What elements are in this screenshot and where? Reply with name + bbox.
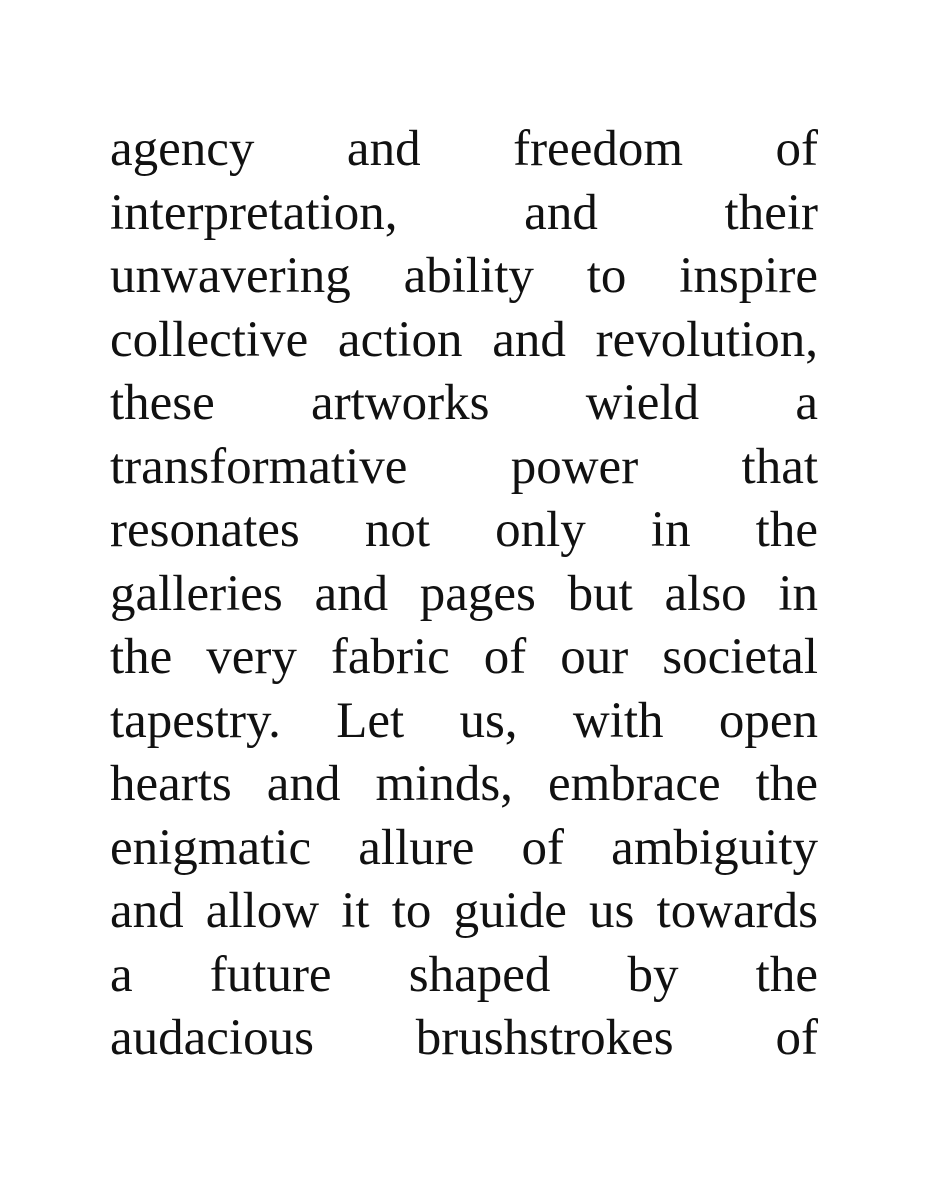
text-line: hearts and minds, embrace the <box>110 756 818 812</box>
text-line: and allow it to guide us towards <box>110 883 818 939</box>
text-line: galleries and pages but also in <box>110 565 818 622</box>
text-line: agency and freedom of <box>110 121 818 177</box>
body-text <box>110 118 818 1071</box>
text-line: a future shaped by the <box>110 946 818 1003</box>
text-line: enigmatic allure of ambiguity <box>110 819 818 876</box>
text-line: unwavering ability to inspire <box>110 248 818 304</box>
text-line: these artworks wield a <box>110 375 818 431</box>
text-line: transformative power that <box>110 438 818 495</box>
text-line: tapestry. Let us, with open <box>110 692 818 749</box>
text-line: the very fabric of our societal <box>110 629 818 685</box>
text-line: resonates not only in the <box>110 502 818 558</box>
text-line: audacious brushstrokes of <box>110 1010 818 1066</box>
text-line: interpretation, and their <box>110 184 818 241</box>
text-line: collective action and revolution, <box>110 311 818 368</box>
